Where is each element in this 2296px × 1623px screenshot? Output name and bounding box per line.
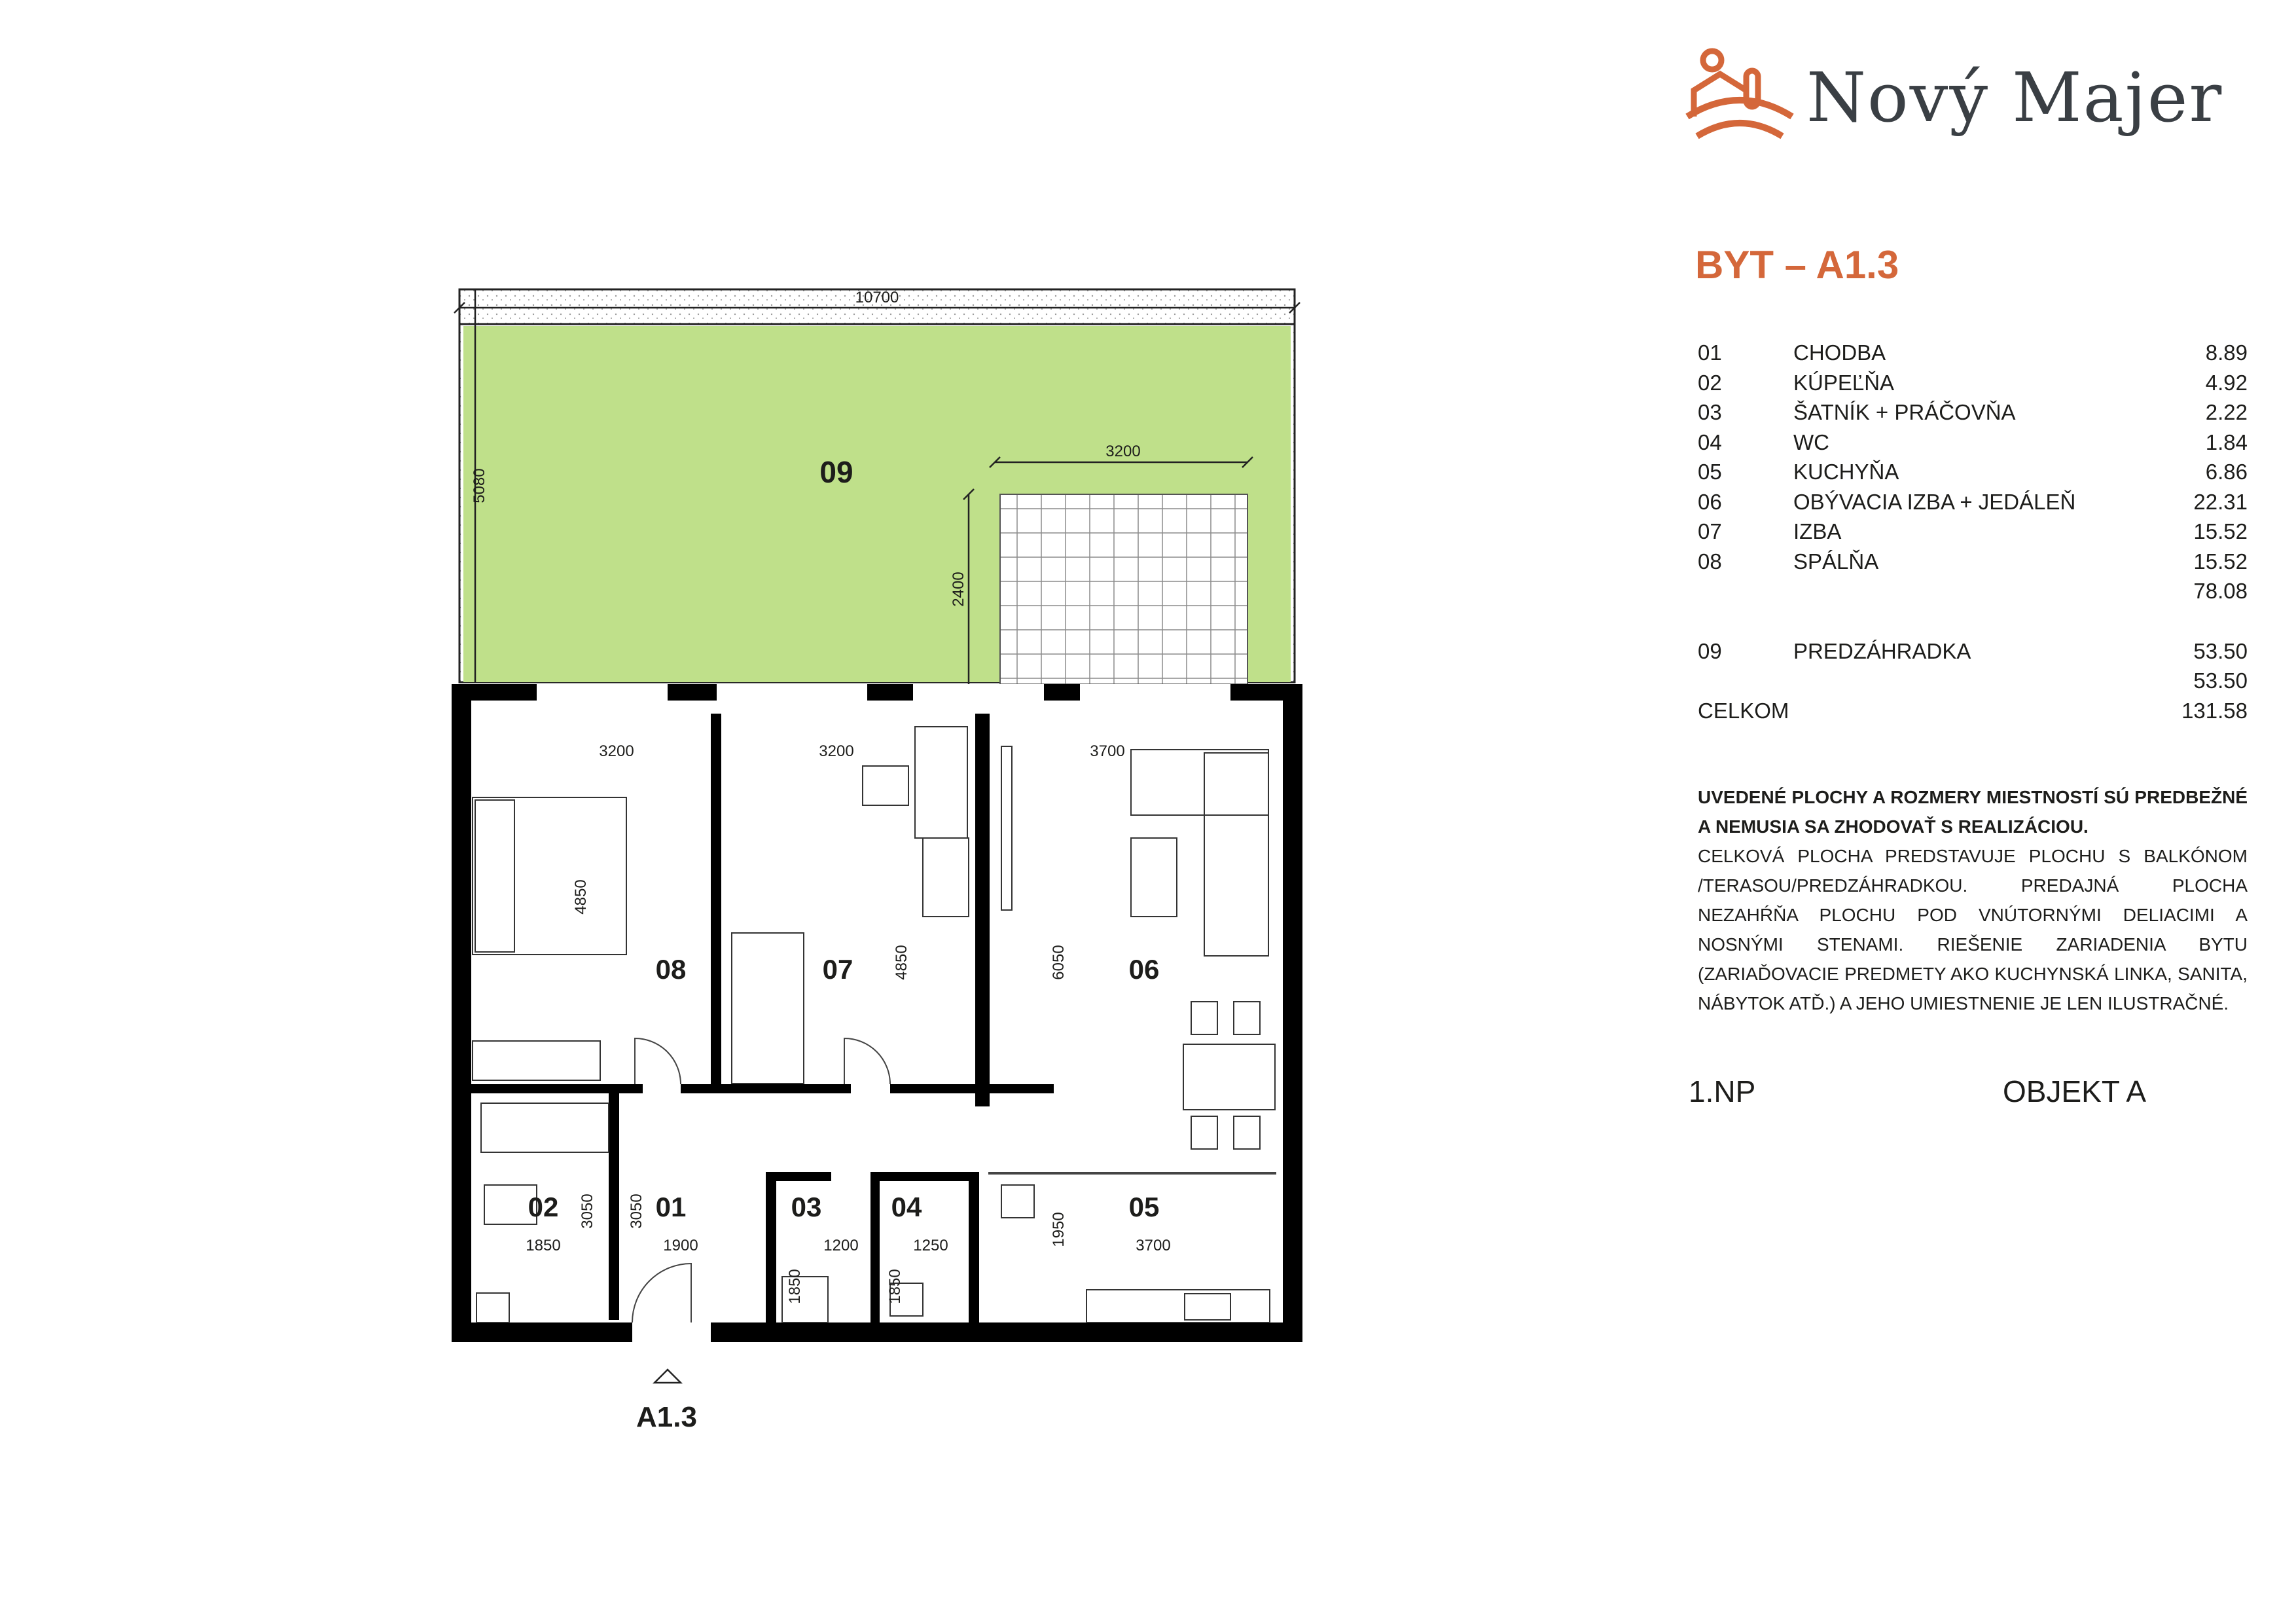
note-line: /TERASOU/PREDZÁHRADKOU. PREDAJNÁ PLOCHA xyxy=(1698,875,2248,896)
room-name: KÚPEĽŇA xyxy=(1793,370,1895,395)
note-line: NÁBYTOK ATĎ.) A JEHO UMIESTNENIE JE LEN ILUSTRAČNÉ. xyxy=(1698,993,2229,1013)
note-line: NOSNÝMI STENAMI. RIEŠENIE ZARIADENIA BYTU xyxy=(1698,934,2248,955)
room-area: 22.31 xyxy=(2193,489,2248,514)
room-number-08: 08 xyxy=(655,954,687,985)
area-row xyxy=(1698,460,2248,490)
dim-r08-width: 3200 xyxy=(599,742,634,760)
dim-r07-depth: 4850 xyxy=(893,945,910,980)
room-name: IZBA xyxy=(1793,519,1842,543)
brand-name: Nový Majer xyxy=(1806,58,2223,137)
room-name: KUCHYŇA xyxy=(1793,460,1899,484)
dim-r04-width: 1250 xyxy=(913,1237,948,1254)
room-no: 06 xyxy=(1698,489,1722,514)
dim-r03-width: 1200 xyxy=(823,1237,859,1254)
room-no: 02 xyxy=(1698,370,1722,395)
unit-title: BYT – A1.3 xyxy=(1695,243,1899,287)
note-line: (ZARIAĎOVACIE PREDMETY AKO KUCHYNSKÁ LINKA, SANITA, xyxy=(1698,964,2248,984)
room-area: 2.22 xyxy=(2205,400,2248,424)
subtotal-interior: 78.08 xyxy=(2193,579,2248,603)
terrace-paving xyxy=(1000,494,1247,684)
dim-r02-width: 1850 xyxy=(526,1237,561,1254)
room-number-05: 05 xyxy=(1128,1192,1160,1222)
room-area: 15.52 xyxy=(2193,549,2248,574)
room-number-01: 01 xyxy=(655,1192,687,1222)
dim-r03-depth: 1850 xyxy=(786,1269,804,1304)
area-row xyxy=(1698,490,2248,520)
subtotal-exterior: 53.50 xyxy=(2193,668,2248,693)
room-number-02: 02 xyxy=(528,1192,559,1222)
disclaimer-note xyxy=(1698,782,2248,1018)
room-number-07: 07 xyxy=(822,954,853,985)
dim-paving-depth: 2400 xyxy=(950,572,967,607)
room-name: SPÁLŇA xyxy=(1793,549,1879,574)
dim-r02-depth: 3050 xyxy=(579,1194,596,1229)
room-area: 6.86 xyxy=(2205,460,2248,484)
area-row xyxy=(1698,549,2248,579)
note-bold-line: UVEDENÉ PLOCHY A ROZMERY MIESTNOSTÍ SÚ PREDBEŽNÉ xyxy=(1698,787,2248,807)
dim-r06-depth: 6050 xyxy=(1050,945,1067,980)
room-no: 03 xyxy=(1698,400,1722,424)
note-line: CELKOVÁ PLOCHA PREDSTAVUJE PLOCHU S BALKÓNOM xyxy=(1698,846,2248,866)
room-name: PREDZÁHRADKA xyxy=(1793,638,1971,663)
room-area: 4.92 xyxy=(2205,370,2248,395)
room-area: 1.84 xyxy=(2205,429,2248,454)
room-number-04: 04 xyxy=(891,1192,922,1222)
area-row xyxy=(1698,400,2248,430)
area-row xyxy=(1698,519,2248,549)
brand-logo-icon xyxy=(1681,38,1799,156)
room-no: 05 xyxy=(1698,460,1722,484)
room-number-09: 09 xyxy=(819,455,853,489)
dim-paving-width: 3200 xyxy=(1105,443,1141,460)
dim-r04-depth: 1850 xyxy=(886,1269,904,1304)
area-row xyxy=(1698,371,2248,401)
room-area: 8.89 xyxy=(2205,340,2248,365)
note-line: NEZAHŔŇA PLOCHU POD VNÚTORNÝMI DELIACIMI A xyxy=(1698,905,2248,925)
object-label: OBJEKT A xyxy=(2003,1074,2147,1108)
room-name: ŠATNÍK + PRÁČOVŇA xyxy=(1793,400,2016,424)
dim-terrace-width: 10700 xyxy=(855,289,899,306)
room-area: 15.52 xyxy=(2193,519,2248,543)
dim-r08-depth: 4850 xyxy=(572,879,590,915)
dim-terrace-depth: 5080 xyxy=(471,468,488,503)
room-number-06: 06 xyxy=(1128,954,1160,985)
room-name: CHODBA xyxy=(1793,340,1886,365)
dim-r05-depth: 1950 xyxy=(1050,1212,1067,1247)
area-row xyxy=(1698,340,2248,371)
area-row xyxy=(1698,430,2248,460)
room-no: 08 xyxy=(1698,549,1722,574)
dim-r06-width: 3700 xyxy=(1090,742,1125,760)
room-no: 09 xyxy=(1698,638,1722,663)
dim-r01-depth: 3050 xyxy=(628,1194,645,1229)
room-area: 53.50 xyxy=(2193,638,2248,663)
area-table xyxy=(1698,340,2248,728)
room-number-03: 03 xyxy=(791,1192,822,1222)
room-no: 07 xyxy=(1698,519,1722,543)
total-label: CELKOM xyxy=(1698,698,1789,723)
floor-label: 1.NP xyxy=(1689,1074,1756,1108)
dim-r07-width: 3200 xyxy=(819,742,854,760)
dim-r05-width: 3700 xyxy=(1136,1237,1171,1254)
entrance-label: A1.3 xyxy=(636,1401,697,1433)
total-row xyxy=(1698,699,2248,729)
room-name: WC xyxy=(1793,429,1829,454)
room-no: 04 xyxy=(1698,429,1722,454)
dim-r01-width: 1900 xyxy=(663,1237,698,1254)
subtotal-interior-row xyxy=(1698,579,2248,609)
entrance-arrow-icon xyxy=(655,1370,681,1383)
total-area: 131.58 xyxy=(2181,698,2248,723)
subtotal-exterior-row xyxy=(1698,668,2248,699)
exterior-row xyxy=(1698,639,2248,669)
room-no: 01 xyxy=(1698,340,1722,365)
room-name: OBÝVACIA IZBA + JEDÁLEŇ xyxy=(1793,489,2076,514)
note-bold-line: A NEMUSIA SA ZHODOVAŤ S REALIZÁCIOU. xyxy=(1698,816,2089,837)
